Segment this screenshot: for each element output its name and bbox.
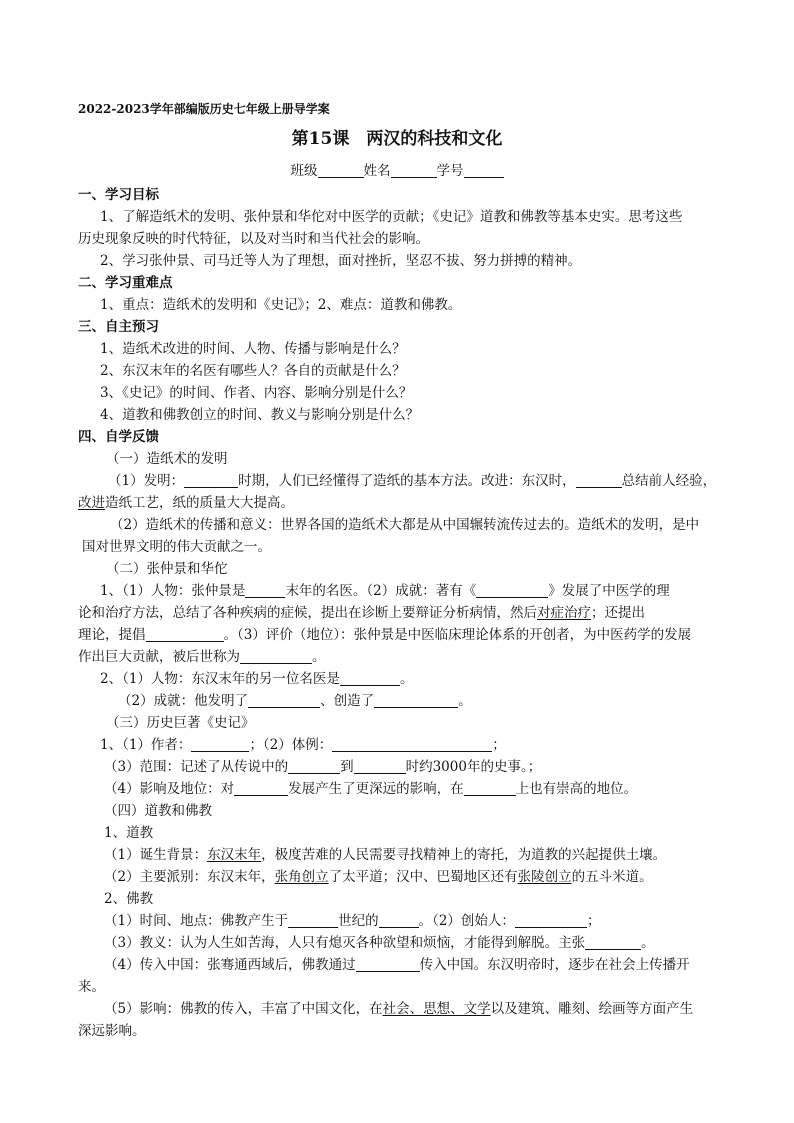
preview-question: 1、造纸术改进的时间、人物、传播与影响是什么？ (100, 341, 406, 357)
text-line: （2）造纸术的传播和意义：世界各国的造纸术大都是从中国辗转流传过去的。造纸术的发明，是中 (110, 517, 700, 533)
preview-question: 3、《史记》的时间、作者、内容、影响分别是什么？ (100, 385, 413, 401)
section-heading-key-points: 二、学习重难点 (78, 275, 173, 291)
student-info-line (0, 160, 794, 182)
answer-blank[interactable] (240, 649, 312, 664)
answer-blank[interactable] (354, 759, 406, 774)
fill-line: （1）发明： 时期，人们已经懂得了造纸的基本方法。改进：东汉时， 总结前人经验， (108, 473, 717, 489)
answer-blank[interactable] (191, 737, 249, 752)
answer-blank[interactable] (146, 627, 224, 642)
text-line: 来。 (78, 979, 105, 995)
fill-line: （1）诞生背景：东汉末年，极度苦难的人民需要寻找精神上的寄托，为道教的兴起提供土壤。 (104, 847, 667, 863)
section-heading-preview: 三、自主预习 (78, 319, 159, 335)
subsection-heading: （一）造纸术的发明 (106, 451, 228, 467)
fill-line: 1、（1）作者： ；（2）体例： ； (100, 737, 506, 753)
fill-line: 理论，提倡 。（3）评价（地位）：张仲景是中医临床理论体系的开创者，为中医药学的发展 (78, 627, 692, 643)
fill-line: 1、（1）人物：张仲景是 末年的名医。（2）成就：著有《 》发展了中医学的理 (100, 583, 670, 599)
answer-blank[interactable] (374, 693, 458, 708)
answer-blank[interactable] (288, 759, 340, 774)
section-heading-feedback: 四、自学反馈 (78, 429, 159, 445)
goal-line: 1、了解造纸术的发明、张仲景和华佗对中医学的贡献；《史记》道教和佛教等基本史实。思考这些 (100, 209, 683, 225)
text-line: 深远影响。 (78, 1023, 146, 1039)
answer-blank[interactable] (248, 693, 320, 708)
answer-blank[interactable] (464, 781, 516, 796)
answer-blank[interactable] (576, 473, 622, 488)
fill-line: （3）教义：认为人生如苦海，人只有熄灭各种欲望和烦恼，才能得到解脱。主张 。 (104, 935, 655, 951)
answer-blank[interactable] (515, 913, 587, 928)
subsection-heading: 2、佛教 (104, 891, 154, 907)
fill-line: 论和治疗方法，总结了各种疾病的症候，提出在诊断上要辩证分析病情，然后对症治疗；还提出 (78, 605, 645, 621)
fill-line: 作出巨大贡献，被后世称为 。 (78, 649, 326, 665)
answer-blank[interactable] (234, 781, 288, 796)
preview-question: 2、东汉末年的名医有哪些人？各自的贡献是什么？ (100, 363, 406, 379)
class-blank[interactable] (318, 163, 364, 178)
answer-blank[interactable] (288, 913, 338, 928)
lesson-title: 第15课 两汉的科技和文化 (291, 129, 503, 149)
answer-blank[interactable] (340, 671, 400, 686)
fill-line: （5）影响：佛教的传入，丰富了中国文化，在社会、思想、文学以及建筑、雕刻、绘画等方面产生 (104, 1001, 694, 1017)
answer-blank[interactable] (245, 583, 285, 598)
fill-line: （2）成就：他发明了 、创造了 。 (118, 693, 472, 709)
name-label: 姓名 (363, 163, 391, 179)
number-label: 学号 (436, 163, 464, 179)
preview-question: 4、道教和佛教创立的时间、教义与影响分别是什么？ (100, 407, 420, 423)
fill-line: （3）范围：记述了从传说中的 到 时约3000年的史事。； (104, 759, 542, 775)
section-heading-goals: 一、学习目标 (78, 187, 159, 203)
goal-line: 2、学习张仲景、司马迁等人为了理想，面对挫折，坚忍不拔、努力拼搏的精神。 (100, 253, 582, 269)
text-line: 国对世界文明的伟大贡献之一。 (82, 539, 271, 555)
answer-blank[interactable] (585, 935, 641, 950)
subsection-heading: （三）历史巨著《史记》 (106, 715, 255, 731)
goal-line: 历史现象反映的时代特征，以及对当时和当代社会的影响。 (78, 231, 429, 247)
fill-line: （2）主要派别：东汉末年，张角创立了太平道；汉中、巴蜀地区还有张陵创立的五斗米道。 (104, 869, 653, 885)
answer-blank[interactable] (184, 473, 238, 488)
subsection-heading: 1、道教 (104, 825, 154, 841)
answer-blank[interactable] (476, 583, 548, 598)
fill-line: 改进造纸工艺，纸的质量大大提高。 (78, 495, 294, 511)
fill-line: （4）传入中国：张骞通西域后，佛教通过 传入中国。东汉明帝时，逐步在社会上传播开 (104, 957, 690, 973)
subsection-heading: （四）道教和佛教 (104, 803, 212, 819)
fill-line: （1）时间、地点：佛教产生于 世纪的 。（2）创始人： ； (104, 913, 601, 929)
number-blank[interactable] (464, 163, 504, 178)
class-label: 班级 (290, 163, 318, 179)
document-label: 2022-2023学年部编版历史七年级上册导学案 (78, 102, 330, 116)
fill-line: （4）影响及地位：对 发展产生了更深远的影响，在 上也有崇高的地位。 (104, 781, 638, 797)
name-blank[interactable] (391, 163, 437, 178)
answer-blank[interactable] (332, 737, 492, 752)
answer-blank[interactable] (379, 913, 419, 928)
key-point-line: 1、重点：造纸术的发明和《史记》；2、难点：道教和佛教。 (100, 297, 462, 313)
subsection-heading: （二）张仲景和华佗 (106, 561, 228, 577)
fill-line: 2、（1）人物：东汉末年的另一位名医是 。 (100, 671, 414, 687)
answer-blank[interactable] (356, 957, 420, 972)
